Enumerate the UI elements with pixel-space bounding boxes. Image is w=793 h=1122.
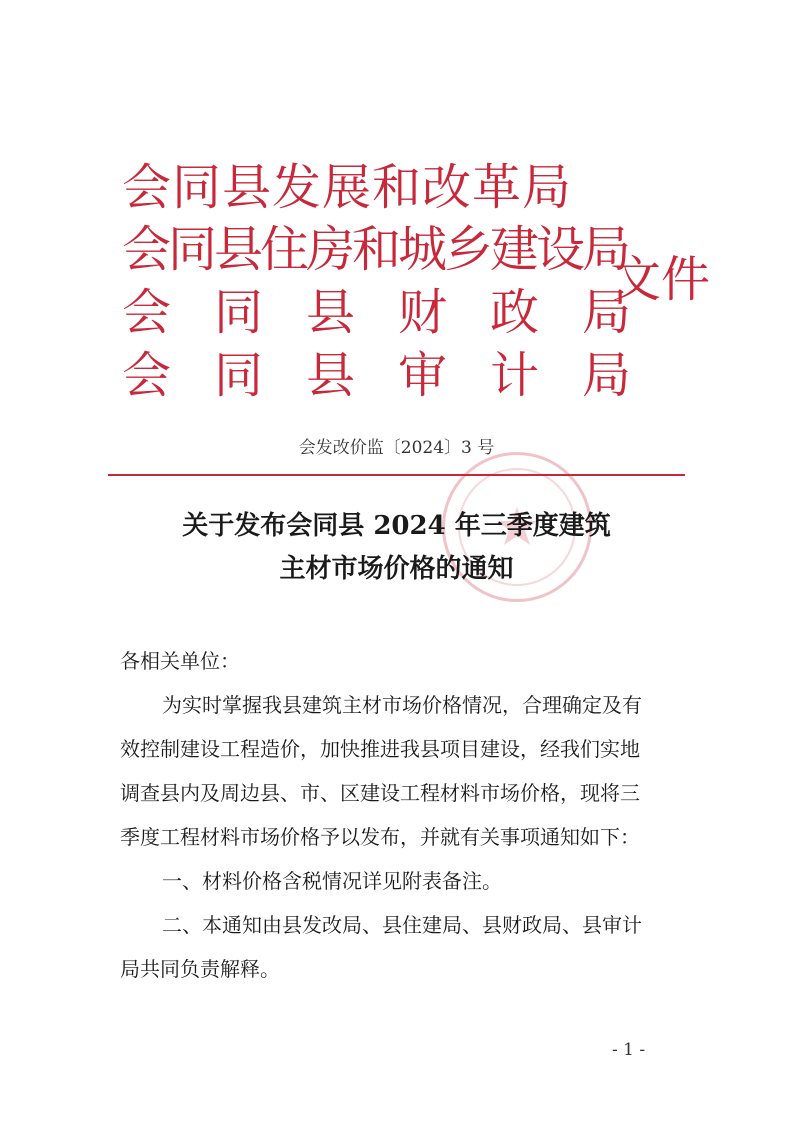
item-two-line: 二、本通知由县发改局、县住建局、县财政局、县审计 (162, 913, 642, 937)
item-one: 一、材料价格含税情况详见附表备注。 (162, 869, 502, 893)
paragraph-line: 效控制建设工程造价，加快推进我县项目建设，经我们实地 (120, 737, 640, 761)
salutation: 各相关单位： (120, 649, 240, 673)
document-number: 会发改价监〔2024〕3 号 (298, 438, 495, 458)
page-number: - 1 - (612, 1040, 646, 1060)
notice-title-line-1: 关于发布会同县 2024 年三季度建筑 (182, 511, 611, 541)
agency-name-development-reform: 会同县发展和改革局 (122, 159, 573, 216)
paragraph-line: 季度工程材料市场价格予以发布，并就有关事项通知如下： (120, 825, 640, 849)
agency-name-finance: 会同县财政局 (122, 284, 675, 341)
notice-title-line-2: 主材市场价格的通知 (279, 554, 514, 584)
item-two-line: 局共同负责解释。 (120, 957, 280, 981)
red-divider-line (108, 474, 685, 476)
paragraph-line: 为实时掌握我县建筑主材市场价格情况，合理确定及有 (162, 693, 642, 717)
agency-name-audit: 会同县审计局 (122, 347, 675, 404)
document-label: 文件 (612, 251, 711, 308)
paragraph-line: 调查县内及周边县、市、区建设工程材料市场价格，现将三 (120, 781, 640, 805)
agency-name-housing-construction: 会同县住房和城乡建设局 (122, 221, 629, 278)
